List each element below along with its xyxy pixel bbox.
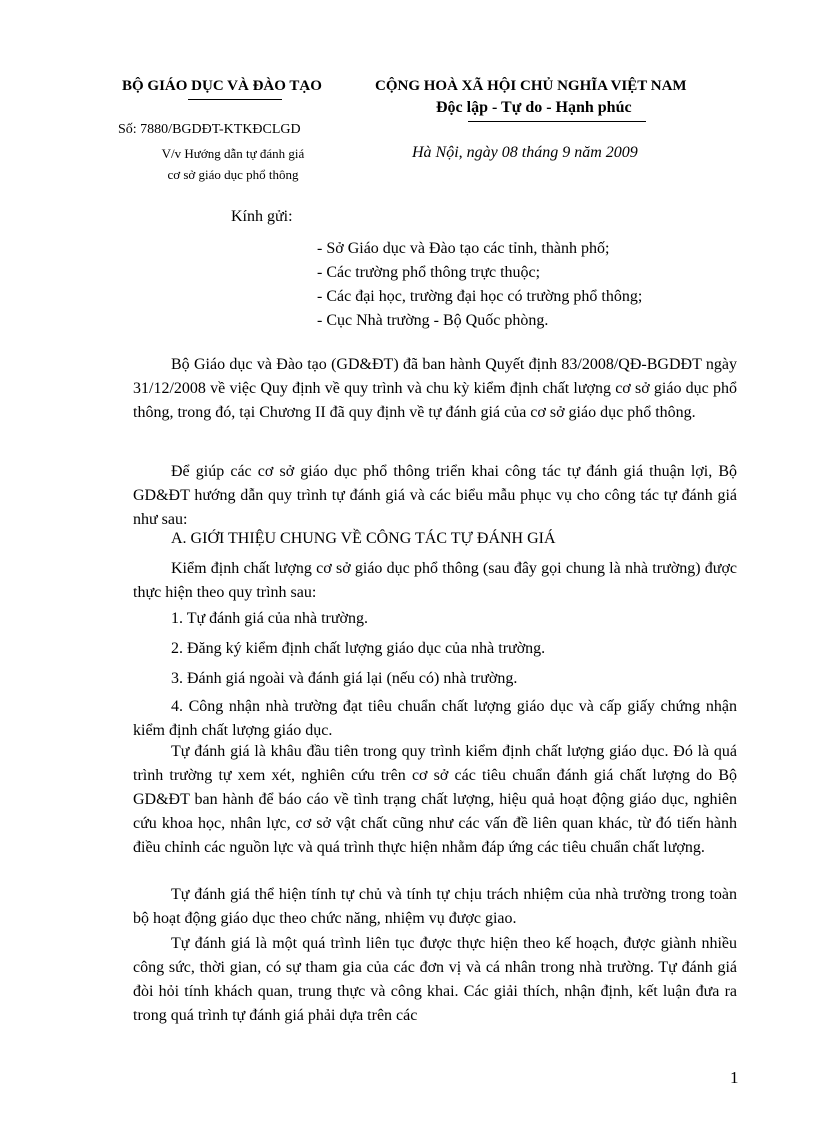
process-step-2: 2. Đăng ký kiểm định chất lượng giáo dục của nhà trường. xyxy=(171,640,546,657)
body-paragraph-definition: Tự đánh giá là khâu đầu tiên trong quy trình kiểm định chất lượng giáo dục. Đó là quá trình trường tự xem xét, nghiên cứu trên cơ sở các tiêu chuẩn đánh giá chất lượng do Bộ GD&ĐT ban hành để báo cáo về tình trạng chất lượng, hiệu quả hoạt động giáo dục, nghiên cứu khoa học, nhân lực, cơ sở vật chất cũng như các vấn đề liên quan khác, từ đó tiến hành điều chỉnh các nguồn lực và quá trình thực hiện nhằm đáp ứng các tiêu chuẩn chất lượng. xyxy=(133,743,737,856)
subject-line-1: V/v Hướng dẫn tự đánh giá xyxy=(161,146,305,161)
subject-line-2: cơ sở giáo dục phổ thông xyxy=(167,167,299,182)
page-number: 1 xyxy=(730,1068,739,1087)
salutation: Kính gửi: xyxy=(231,208,293,225)
process-step-1: 1. Tự đánh giá của nhà trường. xyxy=(171,610,369,627)
motto-underline xyxy=(468,121,646,122)
body-paragraph-autonomy: Tự đánh giá thể hiện tính tự chủ và tính tự chịu trách nhiệm của nhà trường trong toàn bộ hoạt động giáo dục theo chức năng, nhiệm vụ được giao. xyxy=(133,886,737,927)
recipient-item: - Các trường phổ thông trực thuộc; xyxy=(317,264,541,281)
ministry-name: BỘ GIÁO DỤC VÀ ĐÀO TẠO xyxy=(122,78,322,94)
document-number: Số: 7880/BGDĐT-KTKĐCLGD xyxy=(118,122,301,137)
body-paragraph-continuous: Tự đánh giá là một quá trình liên tục được thực hiện theo kế hoạch, được giành nhiều công sức, thời gian, có sự tham gia của các đơn vị và cá nhân trong nhà trường. Tự đánh giá đòi hỏi tính khách quan, trung thực và công khai. Các giải thích, nhận định, kết luận đưa ra trong quá trình tự đánh giá phải dựa trên các xyxy=(133,935,737,1024)
section-heading-a: A. GIỚI THIỆU CHUNG VỀ CÔNG TÁC TỰ ĐÁNH GIÁ xyxy=(171,530,556,547)
body-paragraph-intro: Bộ Giáo dục và Đào tạo (GD&ĐT) đã ban hành Quyết định 83/2008/QĐ-BGDĐT ngày 31/12/2008 về việc Quy định về quy trình và chu kỳ kiểm định chất lượng cơ sở giáo dục phổ thông, trong đó, tại Chương II đã quy định về tự đánh giá của cơ sở giáo dục phổ thông. xyxy=(133,356,737,421)
national-motto: Độc lập - Tự do - Hạnh phúc xyxy=(436,99,632,116)
recipient-item: - Các đại học, trường đại học có trường phổ thông; xyxy=(317,288,643,305)
process-step-4: 4. Công nhận nhà trường đạt tiêu chuẩn chất lượng giáo dục và cấp giấy chứng nhận kiểm định chất lượng giáo dục. xyxy=(133,698,737,739)
recipient-item: - Cục Nhà trường - Bộ Quốc phòng. xyxy=(317,312,549,329)
body-paragraph-purpose: Để giúp các cơ sở giáo dục phổ thông triển khai công tác tự đánh giá thuận lợi, Bộ GD&ĐT hướng dẫn quy trình tự đánh giá và các biểu mẫu phục vụ cho công tác tự đánh giá như sau: xyxy=(133,463,737,528)
document-date: Hà Nội, ngày 08 tháng 9 năm 2009 xyxy=(412,144,638,161)
ministry-underline xyxy=(188,99,282,100)
recipient-item: - Sở Giáo dục và Đào tạo các tỉnh, thành phố; xyxy=(317,240,610,257)
republic-name: CỘNG HOÀ XÃ HỘI CHỦ NGHĨA VIỆT NAM xyxy=(375,78,687,94)
body-paragraph-process: Kiểm định chất lượng cơ sở giáo dục phổ thông (sau đây gọi chung là nhà trường) được thực hiện theo quy trình sau: xyxy=(133,560,737,601)
process-step-3: 3. Đánh giá ngoài và đánh giá lại (nếu có) nhà trường. xyxy=(171,670,518,687)
